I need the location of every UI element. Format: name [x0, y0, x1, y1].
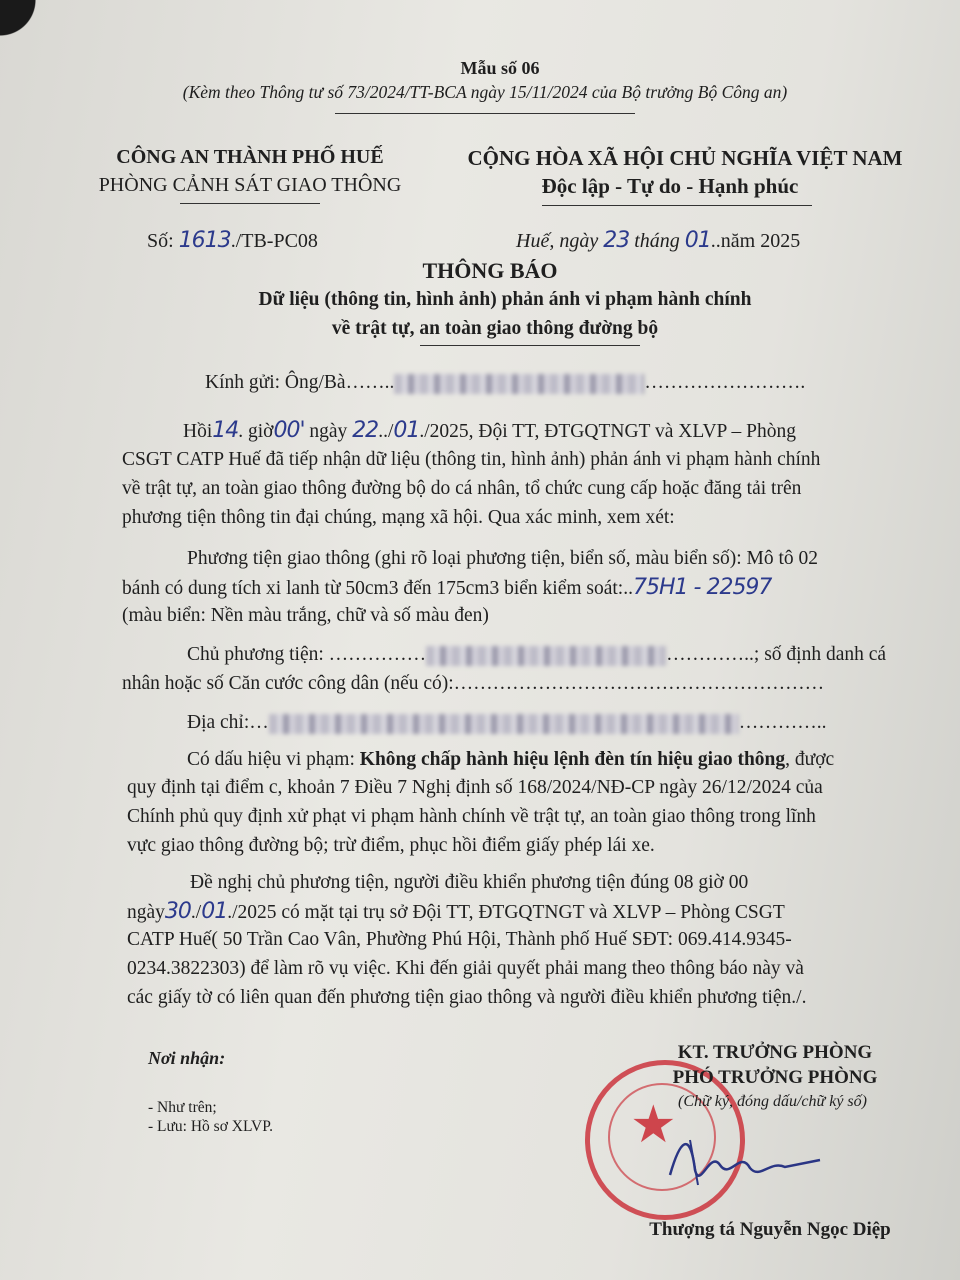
handwritten-number: 1613: [178, 228, 231, 253]
document-date: Huế, ngày 23 tháng 01..năm 2025: [516, 228, 801, 253]
form-reference: (Kèm theo Thông tư số 73/2024/TT-BCA ngày 15/11/2024 của Bộ trưởng Bộ Công an): [182, 82, 788, 102]
body-line: ngày30./01./2025 có mặt tại trụ sở Đội TT, ĐTGQTNGT và XLVP – Phòng CSGT: [127, 899, 785, 924]
divider: [180, 203, 320, 204]
signature-mark: [650, 1120, 840, 1200]
body-line: 0234.3822303) để làm rõ vụ việc. Khi đến giải quyết phải mang theo thông báo này và: [127, 958, 804, 979]
nation-name: CỘNG HÒA XÃ HỘI CHỦ NGHĨA VIỆT NAM: [467, 146, 903, 170]
signer-role: KT. TRƯỞNG PHÒNG: [677, 1042, 873, 1063]
id-line: nhân hoặc số Căn cước công dân (nếu có):…………………………………………………: [122, 673, 825, 694]
body-line: CSGT CATP Huế đã tiếp nhận dữ liệu (thông tin, hình ảnh) phản ánh vi phạm hành chính: [122, 449, 821, 470]
notice-subtitle-1: Dữ liệu (thông tin, hình ảnh) phản ánh vi phạm hành chính: [258, 289, 752, 310]
body-line: quy định tại điểm c, khoản 7 Điều 7 Nghị định số 168/2024/NĐ-CP ngày 26/12/2024 của: [127, 777, 823, 798]
page-shadow: [0, 0, 40, 60]
violation-line: Có dấu hiệu vi phạm: Không chấp hành hiệu lệnh đèn tín hiệu giao thông, được: [187, 749, 835, 770]
greeting: Kính gửi: Ông/Bà…….. …………………….: [205, 372, 806, 393]
notice-title: THÔNG BÁO: [422, 258, 558, 283]
signer-name: Thượng tá Nguyễn Ngọc Diệp: [649, 1219, 891, 1240]
body-line: Chính phủ quy định xử phạt vi phạm hành chính về trật tự, an toàn giao thông trong lĩnh: [127, 806, 816, 827]
violation-text: Không chấp hành hiệu lệnh đèn tín hiệu giao thông: [359, 749, 786, 770]
notice-subtitle-2: về trật tự, an toàn giao thông đường bộ: [331, 318, 659, 339]
document-number: Số: 1613./TB-PC08: [147, 228, 318, 253]
body-line: phương tiện thông tin đại chúng, mạng xã hội. Qua xác minh, xem xét:: [122, 507, 675, 528]
signer-role-deputy: PHÓ TRƯỞNG PHÒNG: [672, 1067, 878, 1088]
body-line: các giấy tờ có liên quan đến phương tiện giao thông và người điều khiển phương tiện./.: [127, 987, 807, 1008]
star-icon: ★: [630, 1095, 677, 1155]
body-line: Hồi14. giờ00' ngày 22../01./2025, Đội TT, ĐTGQTNGT và XLVP – Phòng: [183, 418, 797, 443]
license-plate: 75H1 - 22597: [632, 575, 772, 600]
redacted-address: [269, 714, 739, 734]
body-line: bánh có dung tích xi lanh từ 50cm3 đến 175cm3 biển kiểm soát:..75H1 - 22597: [122, 575, 772, 600]
divider: [420, 345, 640, 346]
divider: [335, 113, 635, 114]
address-line: Địa chỉ:… …………..: [187, 712, 827, 733]
form-number: Mẫu số 06: [460, 58, 540, 78]
body-line: Phương tiện giao thông (ghi rõ loại phương tiện, biển số, màu biển số): Mô tô 02: [187, 548, 819, 569]
org-department: PHÒNG CẢNH SÁT GIAO THÔNG: [98, 174, 402, 196]
redacted-owner: [426, 646, 666, 666]
body-line: Đề nghị chủ phương tiện, người điều khiển phương tiện đúng 08 giờ 00: [190, 872, 749, 893]
body-line: CATP Huế( 50 Trần Cao Vân, Phường Phú Hội, Thành phố Huế SĐT: 069.414.9345-: [127, 929, 792, 950]
redacted-name: [394, 374, 644, 394]
signature-note: (Chữ ký, đóng dấu/chữ ký số): [678, 1093, 867, 1110]
nation-motto: Độc lập - Tự do - Hạnh phúc: [541, 174, 799, 198]
body-line: về trật tự, an toàn giao thông đường bộ do cá nhân, tổ chức cung cấp hoặc đăng tải trên: [122, 478, 802, 499]
org-name: CÔNG AN THÀNH PHỐ HUẾ: [116, 146, 384, 168]
recipient-item: - Như trên;: [148, 1099, 217, 1116]
body-line: (màu biển: Nền màu trắng, chữ và số màu đen): [122, 605, 489, 626]
body-line: vực giao thông đường bộ; trừ điểm, phục hồi điểm giấy phép lái xe.: [127, 835, 655, 856]
recipients-title: Nơi nhận:: [148, 1048, 226, 1068]
owner-line: Chủ phương tiện: …………… …………..; số định danh cá: [187, 644, 887, 665]
recipient-item: - Lưu: Hồ sơ XLVP.: [148, 1118, 273, 1135]
divider: [542, 205, 812, 206]
